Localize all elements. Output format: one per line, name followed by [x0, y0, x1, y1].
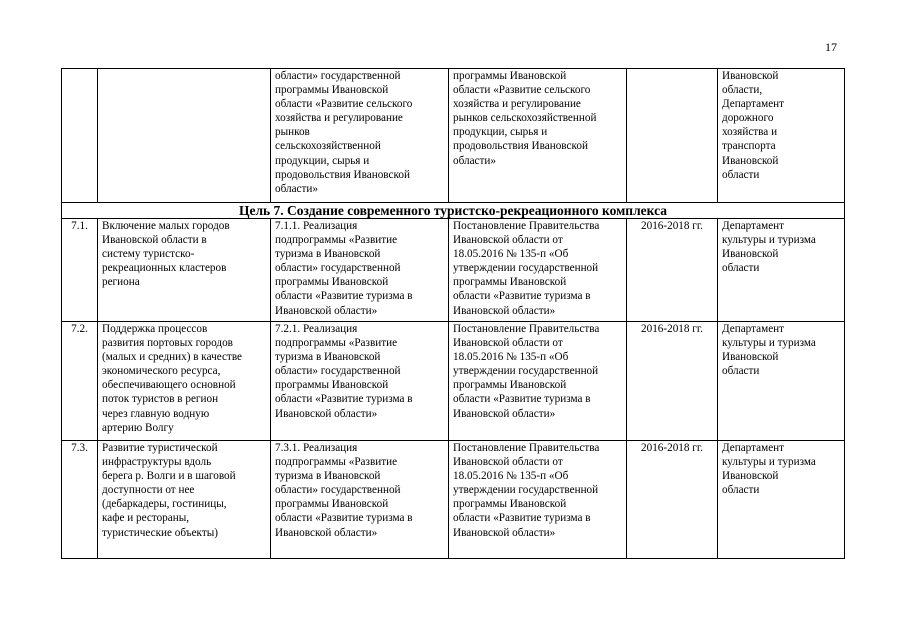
cell-measure: Включение малых городов Ивановской области в систему туристско- рекреационных кластеров региона — [98, 219, 271, 322]
table-row — [62, 322, 845, 441]
cell-years: 2016-2018 гг. — [627, 219, 718, 322]
measures-table — [61, 68, 845, 559]
cell-document: Постановление Правительства Ивановской области от 18.05.2016 № 135-п «Об утверждении государственной программы Ивановской области «Развитие туризма в Ивановской области» — [449, 322, 627, 441]
cell-measure: Поддержка процессов развития портовых городов (малых и средних) в качестве экономического ресурса, обеспечивающего основной поток туристов в регион через главную водную артерию Волгу — [98, 322, 271, 441]
cell-measure — [98, 69, 271, 203]
cell-num: 7.3. — [62, 441, 98, 559]
cell-num: 7.1. — [62, 219, 98, 322]
cell-responsible: Департамент культуры и туризма Ивановской области — [718, 441, 845, 559]
cell-implementation: 7.1.1. Реализация подпрограммы «Развитие туризма в Ивановской области» государственной программы Ивановской области «Развитие туризма в Ивановской области» — [271, 219, 449, 322]
cell-document: программы Ивановской области «Развитие сельского хозяйства и регулирование рынков сельскохозяйственной продукции, сырья и продовольствия Ивановской области» — [449, 69, 627, 203]
cell-years: 2016-2018 гг. — [627, 322, 718, 441]
cell-num — [62, 69, 98, 203]
goal-row — [62, 203, 845, 219]
table-row — [62, 441, 845, 559]
page-number: 17 — [825, 40, 837, 54]
cell-responsible: Департамент культуры и туризма Ивановской области — [718, 219, 845, 322]
cell-document: Постановление Правительства Ивановской области от 18.05.2016 № 135-п «Об утверждении государственной программы Ивановской области «Развитие туризма в Ивановской области» — [449, 441, 627, 559]
cell-implementation: 7.2.1. Реализация подпрограммы «Развитие туризма в Ивановской области» государственной программы Ивановской области «Развитие туризма в Ивановской области» — [271, 322, 449, 441]
cell-years — [627, 69, 718, 203]
cell-years: 2016-2018 гг. — [627, 441, 718, 559]
cell-implementation: области» государственной программы Ивановской области «Развитие сельского хозяйства и регулирование рынков сельскохозяйственной продукции, сырья и продовольствия Ивановской области» — [271, 69, 449, 203]
cell-num: 7.2. — [62, 322, 98, 441]
cell-responsible: Департамент культуры и туризма Ивановской области — [718, 322, 845, 441]
cell-responsible: Ивановской области, Департамент дорожного хозяйства и транспорта Ивановской области — [718, 69, 845, 203]
goal-heading: Цель 7. Создание современного туристско-рекреационного комплекса — [62, 203, 845, 219]
table-row — [62, 219, 845, 322]
cell-measure: Развитие туристической инфраструктуры вдоль берега р. Волги и в шаговой доступности от нее (дебаркадеры, гостиницы, кафе и рестораны, туристические объекты) — [98, 441, 271, 559]
cell-implementation: 7.3.1. Реализация подпрограммы «Развитие туризма в Ивановской области» государственной программы Ивановской области «Развитие туризма в Ивановской области» — [271, 441, 449, 559]
table-row-continuation — [62, 69, 845, 203]
cell-document: Постановление Правительства Ивановской области от 18.05.2016 № 135-п «Об утверждении государственной программы Ивановской области «Развитие туризма в Ивановской области» — [449, 219, 627, 322]
